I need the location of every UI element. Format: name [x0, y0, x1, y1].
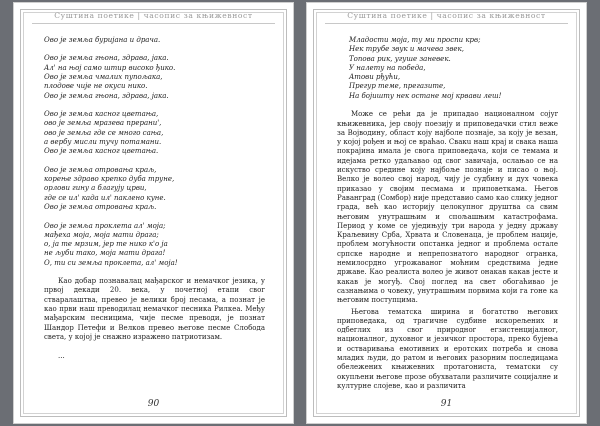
page-number: 90	[147, 399, 160, 409]
verse-line: Нек трубе звук и мачева звек,	[349, 45, 464, 54]
verse-line: Ово је земља касног цветања.	[44, 147, 159, 156]
verse-line: На бојишту нек остане мој крвави леш!	[349, 91, 502, 100]
right-page-content	[337, 36, 558, 391]
stanza	[44, 110, 265, 156]
verse-line: Ово је земља буријана и драча.	[44, 36, 161, 44]
verse-line: плодове чије не окуси нико.	[44, 82, 148, 91]
verse-line: ово је земља где се много сања,	[44, 128, 164, 137]
ellipsis: ...	[58, 352, 65, 361]
body-paragraph: Његова тематска ширина и богатство његових приповедака, од трагичне судбине искорељених и одбеглих из свог природног егзистенцијалног, националног, духовног и језичког простора, преко бујења и остваривања емотивних и еротских потреба и снова младих људи, до ратом и његових разорним последицама обележених књижевних протагониста, тематски су окупљени његове прозе обухватали различите социјалне и културне слојеве, као и различита	[337, 307, 558, 390]
verse-line: о, ја те мрзим, јер те нико к'о ја	[44, 240, 168, 249]
running-head: Суштина поетике | часопис за књижевност	[54, 11, 253, 20]
left-page	[13, 2, 294, 424]
verse-line: Ал' на њој само штир високо ђико.	[44, 63, 176, 72]
verse-line: Топова рик, угуше заневек.	[349, 54, 451, 63]
stanza	[44, 36, 265, 45]
verse-line: Ово је земља отровања краљ.	[44, 203, 157, 212]
verse-line: Ово је земља гњона, здрава, јака.	[44, 54, 169, 63]
verse-line: У налету на победа,	[349, 63, 426, 72]
verse-line: Ово је земља гњона, здрава, јака.	[44, 91, 169, 100]
verse-line: Младости моја, ту ми проспи крв;	[349, 36, 481, 44]
verse-line: корење здраво крепко дуба труне,	[44, 175, 175, 184]
body-text	[337, 110, 558, 391]
stanza	[44, 54, 265, 100]
verse-line: Атови рђући,	[349, 73, 401, 82]
left-page-content	[44, 36, 265, 362]
verse-line: Ово је земља отровања краљ,	[44, 165, 157, 174]
header-rule	[325, 23, 568, 24]
verse-line: Ово је земља чмалих пупољака,	[44, 73, 163, 82]
page-number: 91	[440, 399, 453, 409]
verse-line: где се ил' када ил' пакленo куне.	[44, 193, 166, 202]
verse-line: О, ти си земља проклета, ал' моја!	[44, 258, 178, 267]
verse-line: мађеха моја, моја мати драга;	[44, 230, 159, 239]
header-rule	[32, 23, 275, 24]
verse-line: Прегур теме, прегазите,	[349, 82, 446, 91]
verse-line: ово је земља мразева прерани',	[44, 119, 162, 128]
body-paragraph: Може се рећи да је припадао националном сојуr књижевника, јер своју поезију и приповедачки стил веже за Војводину, област коју најболе познаје, за коју је везан, у којој рођен и њој се враћао. Свакu наш крај и свака наша покрајина имала је свога приповедача, који се темама и идејама ретко удаљавао од свог завичаја, ослањао се на искуство средине коју најбоље познаје и писао о њој. Велко је волео свој народ, чију је судбину и дух човека приказао у својим песмама и приповеткама. Његов Раванград (Сомбор) није представио само као слику једног града, већ као историју целокупног друштва са свим његовим унутрашњим и спољашњим катастрофама. Период у коме се уједињују три народа у једну државу Краљевину Срба, Хрвата и Словенаца, је проблем нације, проблем могућности опстанка једног и проблема остале српске народне и непрепознатого народног огранка, немилосрдно угрожаваног моћним средствима једне државе. Као реалиста волео је живот онакав какав јесте и какав је могуђ. Свој поглед на свет обогаћивао је сазнањима о човеку, унутрашњим порвима који га гоне ка његовим поступцима.	[337, 110, 558, 305]
poem	[44, 36, 265, 268]
verse-line: не љуби тако, моја мати драга!	[44, 249, 166, 258]
verse-line: а вербу мисли тучу потамани.	[44, 138, 162, 147]
stanza	[44, 222, 265, 268]
body-paragraph: Као добар познавалац мађарског и немачког језика, у првој декади 20. века, у почетној етапи свог стваралаштва, превео је велики број песама, а познат је као први наш преводилац немачког песника Рилкеа. Међу мађарским песницима, чије песме преводи, је познат Шандор Петефи и Велков превео његове песме Слобода света, у којој је снажно изражено патриотизам.	[44, 277, 265, 341]
verse-line: Ово је земља касног цветања,	[44, 110, 159, 119]
right-page	[306, 2, 587, 424]
stanza	[44, 166, 265, 212]
verse-line: Ово је земља проклета ал' моја;	[44, 221, 166, 230]
verse-line: орлови гину а благују црви,	[44, 184, 147, 193]
poem	[337, 36, 558, 101]
running-head: Суштина поетике | часопис за књижевност	[347, 11, 546, 20]
